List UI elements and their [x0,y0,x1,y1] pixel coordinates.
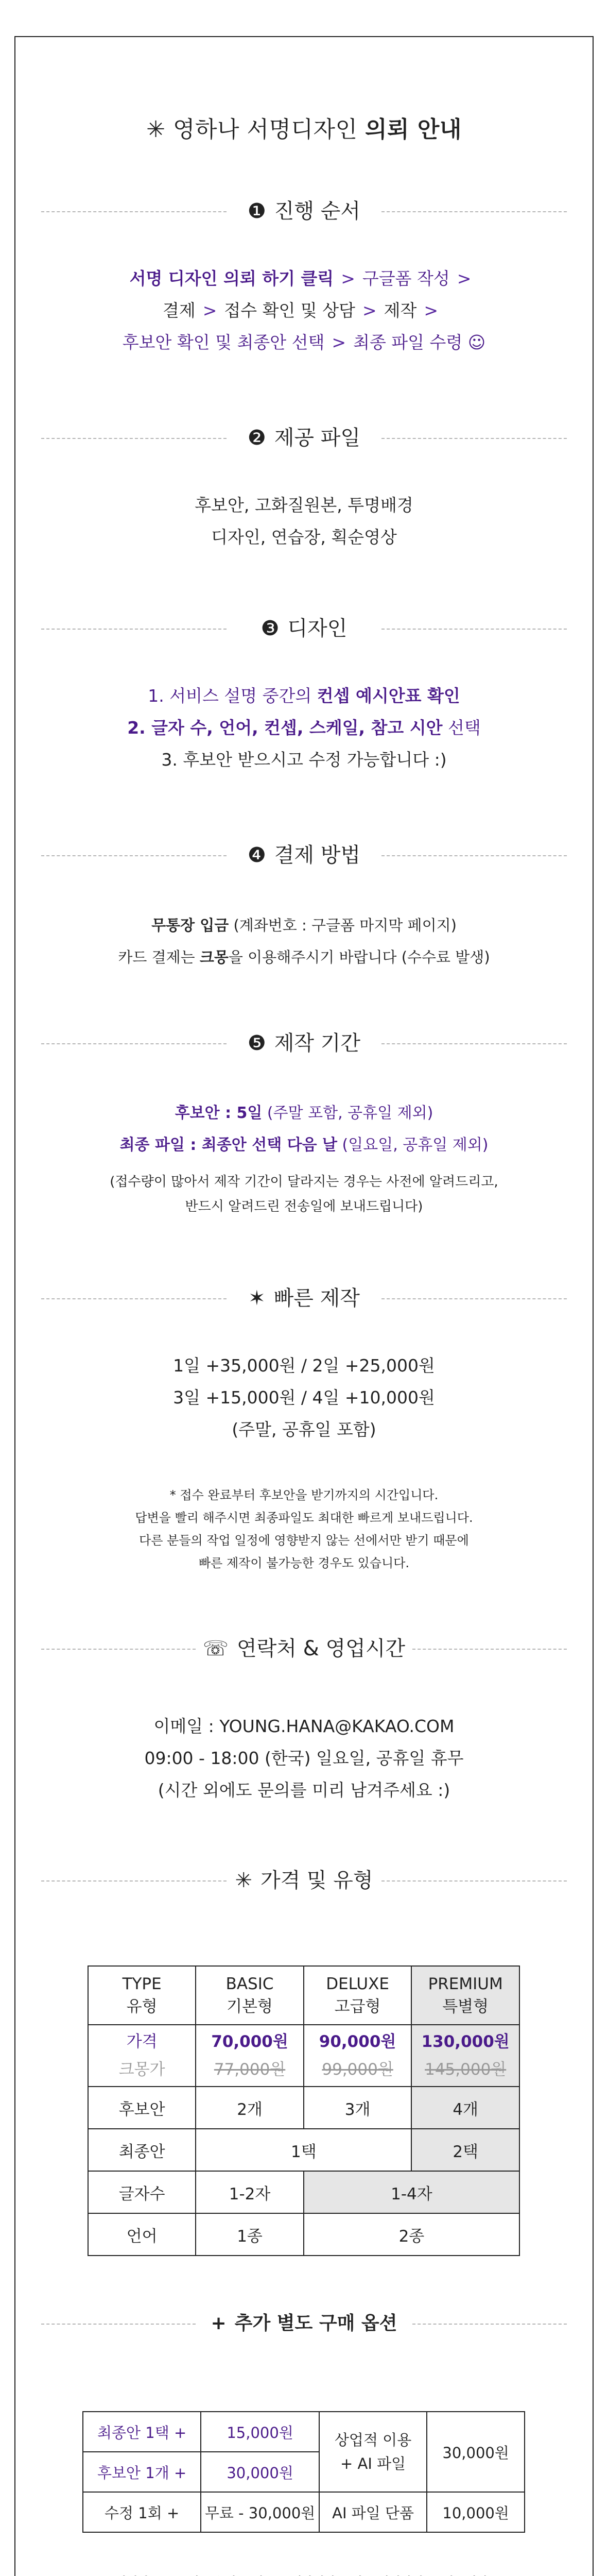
payment-info: 무통장 입금 (계좌번호 : 구글폼 마지막 페이지) 카드 결제는 크몽을 이용해주시기 바랍니다 (수수료 발생) [118,917,490,966]
section-files-header: ❷ 제공 파일 [41,422,567,453]
header-premium: PREMIUM 특별형 [411,1966,519,2025]
section-fast-header: ✶ 빠른 제작 [41,1283,567,1314]
files-list: 후보안, 고화질원본, 투명배경 디자인, 연습장, 획순영상 [195,495,413,547]
section-design-header: ❸ 디자인 [41,613,567,644]
section-payment-header: ❹ 결제 방법 [41,840,567,871]
number-one-icon: ❶ [247,199,266,223]
period-info: 후보안 : 5일 (주말 포함, 공휴일 제외) 최종 파일 : 최종안 선택 다음 날 (일요일, 공휴일 제외) [119,1104,489,1154]
table-row [88,2025,519,2087]
asterisk-icon: ✶ [248,1286,266,1310]
footer-notes [0,2571,608,2576]
table-row: 수정 1회 + 무료 - 30,000원 AI 파일 단품 10,000원 [83,2492,525,2532]
table-row: 후보안 1개 + 30,000원 [83,2452,525,2492]
basic-price-cell: 70,000원 77,000원 [196,2025,304,2087]
options-table [82,2411,525,2533]
number-five-icon: ❺ [247,1031,266,1055]
price-table [88,1965,520,2256]
table-row: 최종안 1택 2택 [88,2129,519,2171]
header-type: TYPE 유형 [88,1966,196,2025]
period-note: (접수량이 많아서 제작 기간이 달라지는 경우는 사전에 알려드리고, 반드시 알려드린 전송일에 보내드립니다) [110,1174,498,1214]
plus-icon: + [211,2313,227,2334]
process-steps: 서명 디자인 의뢰 하기 클릭 > 구글폼 작성 > 결제 > 접수 확인 및 상담 > 제작 > 후보안 확인 및 최종안 선택 > 최종 파일 수령 ☺ [122,268,486,352]
section-period-header: ❺ 제작 기간 [41,1028,567,1059]
premium-price-cell: 130,000원 145,000원 [411,2025,519,2087]
table-row: 최종안 1택 + 15,000원 상업적 이용 + AI 파일 30,000원 [83,2412,525,2452]
table-row [88,1966,519,2025]
header-deluxe: DELUXE 고급형 [304,1966,412,2025]
section-options-header: + 추가 별도 구매 옵션 [41,2308,567,2339]
fast-prices: 1일 +35,000원 / 2일 +25,000원 3일 +15,000원 / 4일 +10,000원 (주말, 공휴일 포함) [173,1355,435,1439]
contact-info: 이메일 : YOUNG.HANA@KAKAO.COM 09:00 - 18:00 (한국) 일요일, 공휴일 휴무 (시간 외에도 문의를 미리 남겨주세요 :) [144,1716,464,1800]
number-three-icon: ❸ [260,617,280,640]
asterisk-icon: ✳ [235,1869,252,1892]
table-row: 언어 1종 2종 [88,2213,519,2256]
page-title: ✳ 영하나 서명디자인 의뢰 안내 [146,116,462,143]
fast-note: * 접수 완료부터 후보안을 받기까지의 시간입니다. 답변을 빨리 해주시면 최종파일도 최대한 빠르게 보내드립니다. 다른 분들의 작업 일정에 영향받지 않는 선에서만 받기 때문에 빠른 제작이 불가능한 경우도 있습니다. [135,1488,473,1570]
design-steps: 1. 서비스 설명 중간의 컨셉 예시안표 확인 2. 글자 수, 언어, 컨셉, 스케일, 참고 시안 선택 3. 후보안 받으시고 수정 가능합니다 :) [127,686,481,770]
table-row: 후보안 2개 3개 4개 [88,2087,519,2129]
table-row: 글자수 1-2자 1-4자 [88,2171,519,2213]
phone-icon: ☏ [202,1637,229,1660]
price-label-cell: 가격 크몽가 [88,2025,196,2087]
section-process-header: ❶ 진행 순서 [41,196,567,227]
section-contact-header: ☏ 연락처 & 영업시간 [41,1633,567,1664]
number-four-icon: ❹ [247,843,266,867]
number-two-icon: ❷ [247,426,266,450]
section-price-header: ✳ 가격 및 유형 [41,1865,567,1896]
deluxe-price-cell: 90,000원 99,000원 [304,2025,412,2087]
header-basic: BASIC 기본형 [196,1966,304,2025]
